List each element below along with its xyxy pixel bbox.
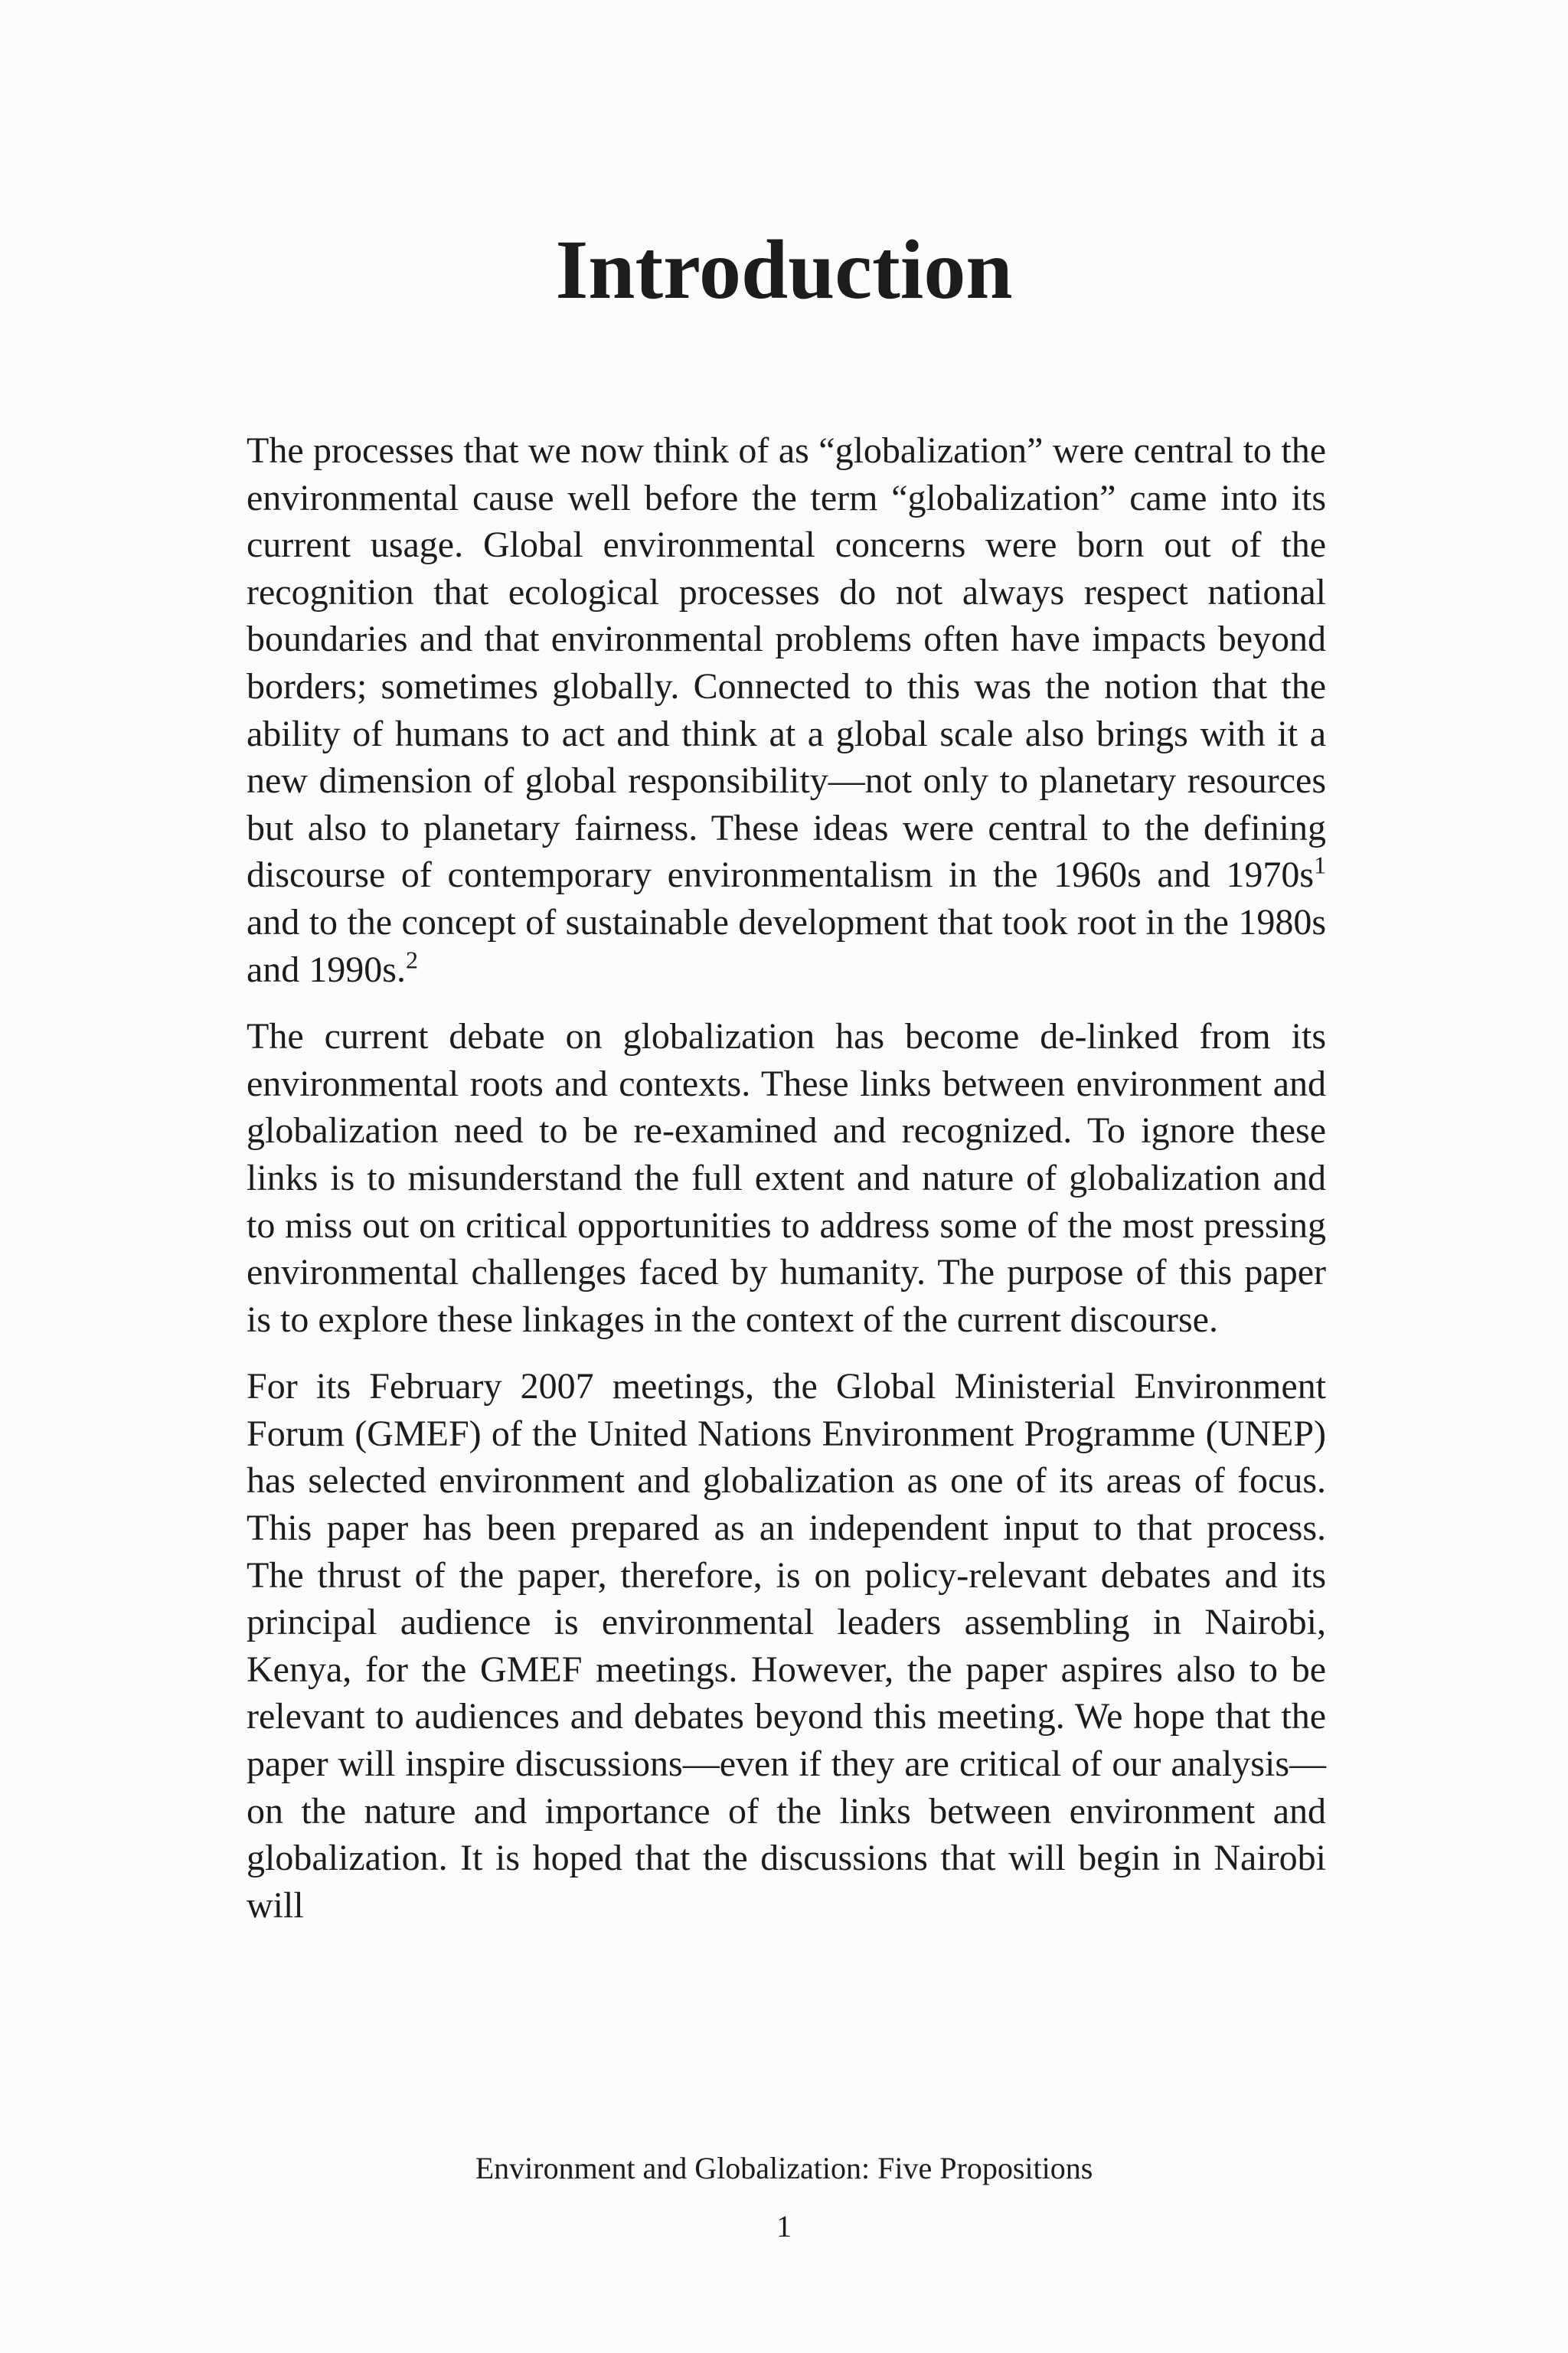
footnote-ref-2: 2 — [405, 945, 418, 973]
running-footer: Environment and Globalization: Five Propositions — [475, 2151, 1093, 2185]
page-number: 1 — [776, 2209, 792, 2244]
footnote-ref-1: 1 — [1314, 851, 1326, 879]
body-text — [247, 427, 1326, 1949]
paragraph-1 — [247, 427, 1326, 993]
page-title: Introduction — [555, 223, 1013, 316]
paragraph-1-text-b: and to the concept of sustainable development that took root in the 1980s and 1990s. — [247, 901, 1326, 990]
paragraph-3: For its February 2007 meetings, the Global Ministerial Environment Forum (GMEF) of the United Nations Environment Programme (UNEP) has selected environment and globalization as one of its areas of focus. This paper has been prepared as an independent input to that process. The thrust of the paper, therefore, is on policy-relevant debates and its principal audience is environmental leaders assembling in Nairobi, Kenya, for the GMEF meetings. However, the paper aspires also to be relevant to audiences and debates beyond this meeting. We hope that the paper will inspire discussions—even if they are critical of our analysis—on the nature and importance of the links between environment and globalization. It is hoped that the discussions that will begin in Nairobi will — [247, 1366, 1326, 1926]
paragraph-2: The current debate on globalization has become de-linked from its environmental roots and contexts. These links between environment and globalization need to be re-examined and recognized. To ignore these links is to misunderstand the full extent and nature of globalization and to miss out on critical opportunities to address some of the most pressing environmental challenges faced by humanity. The purpose of this paper is to explore these linkages in the context of the current discourse. — [247, 1016, 1326, 1340]
paragraph-1-text-a: The processes that we now think of as “globalization” were central to the environmental cause well before the term “globalization” came into its current usage. Global environmental concerns were born out of the recognition that ecological processes do not always respect national boundaries and that environmental problems often have impacts beyond borders; sometimes globally. Connected to this was the notion that the ability of humans to act and think at a global scale also brings with it a new dimension of global responsibility—not only to planetary resources but also to planetary fairness. These ideas were central to the defining discourse of contemporary environmentalism in the 1960s and 1970s — [247, 430, 1326, 896]
